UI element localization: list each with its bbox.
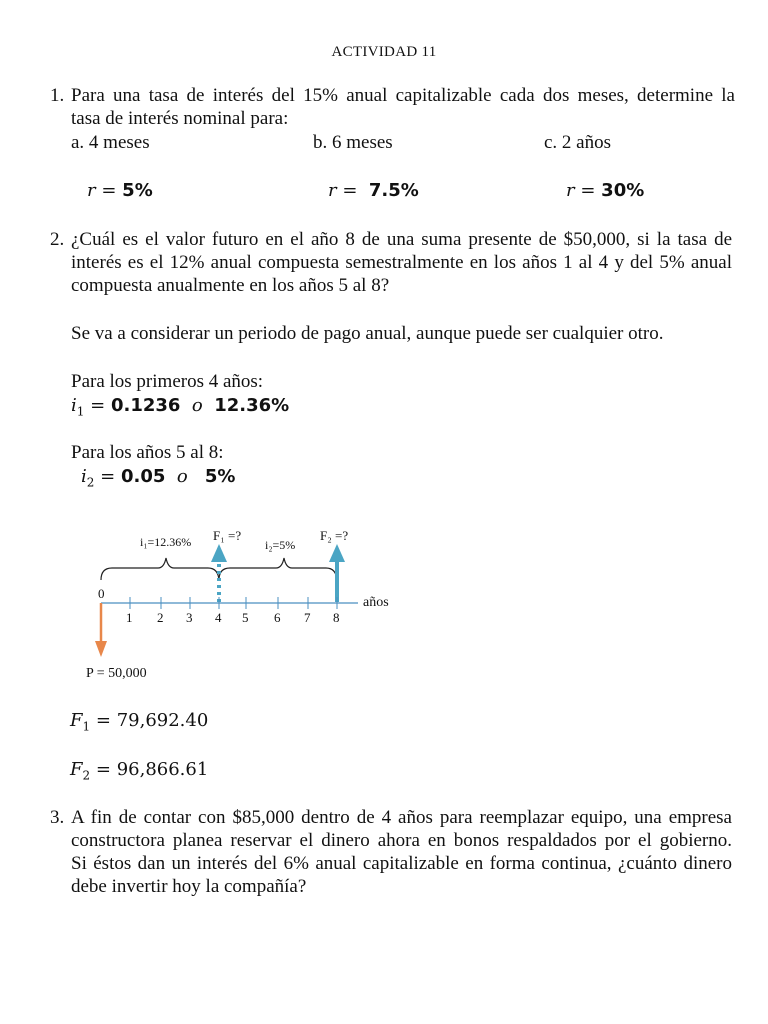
q3-line-3: Si éstos dan un interés del 6% anual capitalizable en forma continua, ¿cuánto dinero xyxy=(71,853,732,874)
q3-number: 3. xyxy=(50,807,65,828)
q1-answer-b: r = 7.5% xyxy=(328,180,419,201)
q3-line-2: constructora planea reservar el dinero ahora en bonos respaldados por el gobierno. xyxy=(71,830,732,851)
brace-period-2 xyxy=(219,558,337,580)
axis-label-anos: años xyxy=(363,595,389,610)
q2-line-2: interés es el 12% anual compuesta semestralmente en los años 1 al 4 y del 5% anual xyxy=(71,252,732,273)
tick-label-6: 6 xyxy=(274,610,281,625)
p-arrow-head xyxy=(95,641,107,657)
brace-period-1 xyxy=(101,558,219,580)
q2-f2-result: $F_2 = 96,866.61$ xyxy=(70,759,209,783)
tick-label-4: 4 xyxy=(215,610,222,625)
p-label: P = 50,000 xyxy=(86,666,147,681)
q1-option-b: b. 6 meses xyxy=(313,132,393,153)
q2-f1-result: $F_1 = 79,692.40$ xyxy=(70,710,209,734)
q3-line-4: debe invertir hoy la compañía? xyxy=(71,876,307,897)
q2-first-period-label: Para los primeros 4 años: xyxy=(71,371,264,392)
q1-answer-c: r = 30% xyxy=(566,180,645,201)
f2-label: F₂ =? xyxy=(320,528,349,543)
q1-line-2: tasa de interés nominal para: xyxy=(71,108,289,129)
page-title: ACTIVIDAD 11 xyxy=(331,44,437,60)
f1-label: F₁ =? xyxy=(213,528,242,543)
tick-label-8: 8 xyxy=(333,610,340,625)
q1-number: 1. xyxy=(50,85,65,106)
tick-label-5: 5 xyxy=(242,610,249,625)
q2-second-period-label: Para los años 5 al 8: xyxy=(71,442,224,463)
q2-note: Se va a considerar un periodo de pago anual, aunque puede ser cualquier otro. xyxy=(71,323,664,344)
q1-option-a: a. 4 meses xyxy=(71,132,150,153)
q2-line-1: ¿Cuál es el valor futuro en el año 8 de una suma presente de $50,000, si la tasa de xyxy=(71,229,732,250)
q1-answer-a: r = 5% xyxy=(87,180,153,201)
tick-label-3: 3 xyxy=(186,610,193,625)
q1-line-1: Para una tasa de interés del 15% anual capitalizable cada dos meses, determine la xyxy=(71,85,735,106)
q3-line-1: A fin de contar con $85,000 dentro de 4 años para reemplazar equipo, una empresa xyxy=(71,807,732,828)
i1-rate-label: i₁=12.36% xyxy=(140,535,192,549)
tick-label-2: 2 xyxy=(157,610,164,625)
tick-label-1: 1 xyxy=(126,610,133,625)
i2-rate-label: i₂=5% xyxy=(265,538,296,552)
q2-number: 2. xyxy=(50,229,65,250)
tick-label-0: 0 xyxy=(98,586,105,601)
q2-i1-equation: $i_1 = 0.1236$ o 12.36% xyxy=(71,395,290,419)
q2-i2-equation: $i_2 = 0.05$ o 5% xyxy=(81,466,236,490)
q1-option-c: c. 2 años xyxy=(544,132,612,153)
f2-arrow-head xyxy=(329,544,345,562)
tick-label-7: 7 xyxy=(304,610,311,625)
f1-arrow-head xyxy=(211,544,227,562)
q2-line-3: compuesta anualmente en los años 5 al 8? xyxy=(71,275,390,296)
